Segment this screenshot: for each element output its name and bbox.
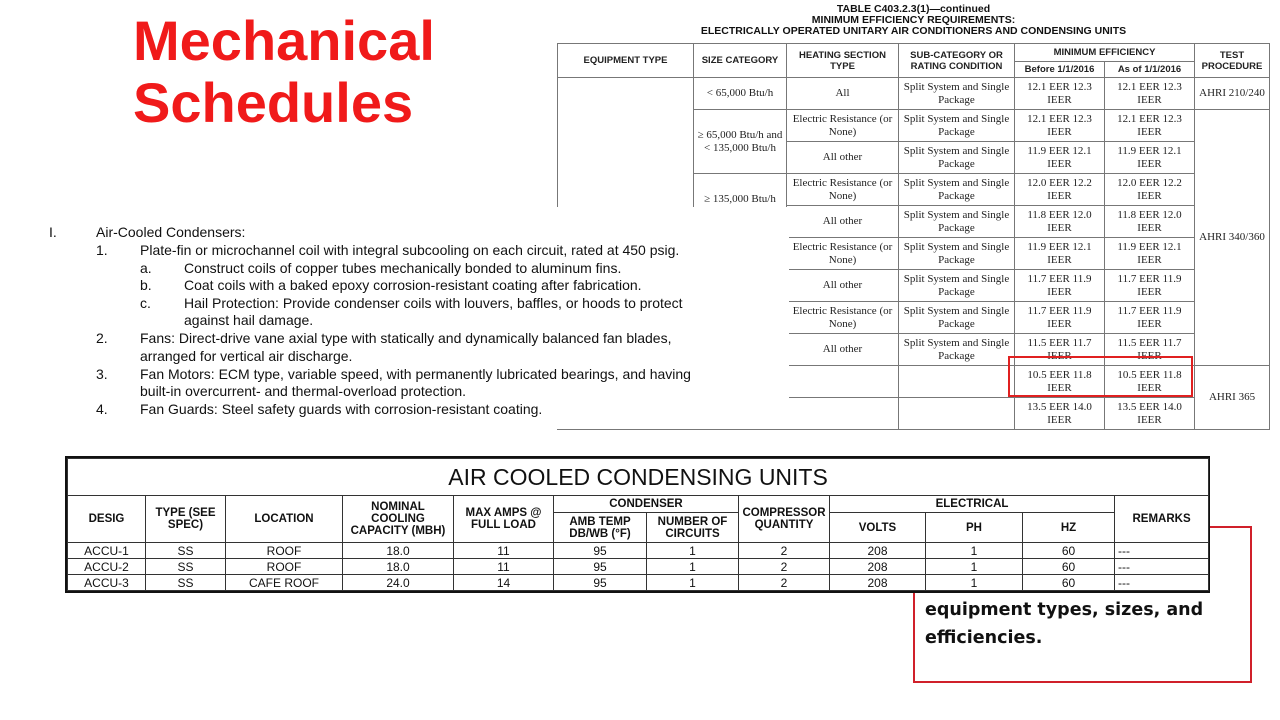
table-row [68, 575, 1209, 591]
sub-category-cell: Split System and Single Package [899, 110, 1015, 142]
hz-cell: 60 [1023, 575, 1115, 591]
header-sub-category: SUB-CATEGORY OR RATING CONDITION [899, 44, 1015, 78]
item-number: a. [140, 260, 152, 276]
header-remarks: REMARKS [1115, 496, 1209, 543]
heating-cell: All [787, 78, 899, 110]
item-number: 1. [96, 242, 108, 258]
amb-temp-cell: 95 [554, 559, 647, 575]
ph-cell: 1 [926, 543, 1023, 559]
before-cell: 11.7 EER 11.9 IEER [1015, 270, 1105, 302]
header-condenser: CONDENSER [554, 496, 739, 513]
heating-cell: All other [787, 334, 899, 366]
as-of-cell: 11.7 EER 11.9 IEER [1105, 270, 1195, 302]
caption-line: MINIMUM EFFICIENCY REQUIREMENTS: [811, 14, 1016, 26]
heating-cell: All other [787, 142, 899, 174]
sub-category-cell: Split System and Single Package [899, 270, 1015, 302]
as-of-cell: 11.9 EER 12.1 IEER [1105, 142, 1195, 174]
item-text: Coat coils with a baked epoxy corrosion-resistant coating after fabrication. [184, 277, 642, 293]
hz-cell: 60 [1023, 543, 1115, 559]
type-cell: SS [146, 575, 226, 591]
volts-cell: 208 [830, 575, 926, 591]
highlight-box [1008, 356, 1193, 397]
heating-cell: Electric Resistance (or None) [787, 110, 899, 142]
header-size-category: SIZE CATEGORY [694, 44, 787, 78]
heating-cell: All other [787, 206, 899, 238]
desig-cell: ACCU-1 [68, 543, 146, 559]
as-of-cell: 10.5 EER 11.8 IEER [1105, 366, 1195, 398]
header-ph: PH [926, 513, 1023, 543]
as-of-cell: 12.1 EER 12.3 IEER [1105, 110, 1195, 142]
item-text-continued: against hail damage. [184, 312, 314, 328]
item-text-continued: built-in overcurrent- and thermal-overload protection. [140, 383, 467, 399]
before-cell: 11.8 EER 12.0 IEER [1015, 206, 1105, 238]
location-cell: ROOF [226, 543, 343, 559]
amps-cell: 14 [454, 575, 554, 591]
amps-cell: 11 [454, 559, 554, 575]
procedure-cell: AHRI 340/360 [1195, 110, 1270, 366]
nominal-cell: 24.0 [343, 575, 454, 591]
sub-category-cell: Split System and Single Package [899, 302, 1015, 334]
sub-category-cell: Split System and Single Package [899, 174, 1015, 206]
circuits-cell: 1 [647, 575, 739, 591]
equipment-schedule [65, 456, 1210, 593]
item-number: 4. [96, 401, 108, 417]
before-cell: 12.0 EER 12.2 IEER [1015, 174, 1105, 206]
location-cell: CAFE ROOF [226, 575, 343, 591]
caption-line: ELECTRICALLY OPERATED UNITARY AIR CONDITIONERS AND CONDENSING UNITS [700, 25, 1127, 37]
header-heating-section: HEATING SECTION TYPE [787, 44, 899, 78]
efficiency-table-caption [557, 4, 1270, 37]
as-of-cell: 11.9 EER 12.1 IEER [1105, 238, 1195, 270]
header-before: Before 1/1/2016 [1015, 62, 1105, 78]
heating-cell: Electric Resistance (or None) [787, 238, 899, 270]
item-text: Fans: Direct-drive vane axial type with statically and dynamically balanced fan blades, [140, 330, 672, 346]
header-type: TYPE (SEE SPEC) [146, 496, 226, 543]
sub-category-cell: Split System and Single Package [899, 78, 1015, 110]
compressor-cell: 2 [739, 543, 830, 559]
size-cell: ≥ 135,000 Btu/h [694, 174, 787, 238]
table-row [68, 543, 1209, 559]
section-number: I. [49, 224, 57, 240]
procedure-cell: AHRI 210/240 [1195, 78, 1270, 110]
heating-cell [787, 366, 899, 398]
header-desig: DESIG [68, 496, 146, 543]
location-cell: ROOF [226, 559, 343, 575]
as-of-cell: 12.0 EER 12.2 IEER [1105, 174, 1195, 206]
as-of-cell: 11.7 EER 11.9 IEER [1105, 302, 1195, 334]
compressor-cell: 2 [739, 575, 830, 591]
remarks-cell: --- [1115, 543, 1209, 559]
item-text: Fan Motors: ECM type, variable speed, with permanently lubricated bearings, and having [140, 366, 691, 382]
callout-text: equipment types, sizes, and efficiencies. [925, 600, 1204, 648]
header-amb-temp: AMB TEMP DB/WB (°F) [554, 513, 647, 543]
desig-cell: ACCU-2 [68, 559, 146, 575]
before-cell: 11.9 EER 12.1 IEER [1015, 238, 1105, 270]
spec-excerpt [40, 207, 789, 429]
table-row [68, 559, 1209, 575]
size-cell: < 65,000 Btu/h [694, 78, 787, 110]
item-text: Hail Protection: Provide condenser coils with louvers, baffles, or hoods to protect [184, 295, 683, 311]
header-equipment-type: EQUIPMENT TYPE [558, 44, 694, 78]
before-cell: 13.5 EER 14.0 IEER [1015, 398, 1105, 430]
as-of-cell: 11.8 EER 12.0 IEER [1105, 206, 1195, 238]
before-cell: 11.5 EER 11.7 IEER [1015, 334, 1105, 366]
as-of-cell: 13.5 EER 14.0 IEER [1105, 398, 1195, 430]
header-compressor: COMPRESSOR QUANTITY [739, 496, 830, 543]
header-as-of: As of 1/1/2016 [1105, 62, 1195, 78]
header-electrical: ELECTRICAL [830, 496, 1115, 513]
header-nominal-capacity: NOMINAL COOLING CAPACITY (MBH) [343, 496, 454, 543]
before-cell: 11.9 EER 12.1 IEER [1015, 142, 1105, 174]
type-cell: SS [146, 559, 226, 575]
header-max-amps: MAX AMPS @ FULL LOAD [454, 496, 554, 543]
amps-cell: 11 [454, 543, 554, 559]
schedule-title: AIR COOLED CONDENSING UNITS [68, 459, 1209, 496]
header-volts: VOLTS [830, 513, 926, 543]
nominal-cell: 18.0 [343, 559, 454, 575]
heating-cell: Electric Resistance (or None) [787, 174, 899, 206]
sub-category-cell [899, 398, 1015, 430]
volts-cell: 208 [830, 559, 926, 575]
item-number: b. [140, 277, 152, 293]
ph-cell: 1 [926, 575, 1023, 591]
header-hz: HZ [1023, 513, 1115, 543]
header-location: LOCATION [226, 496, 343, 543]
before-cell: 11.7 EER 11.9 IEER [1015, 302, 1105, 334]
header-circuits: NUMBER OF CIRCUITS [647, 513, 739, 543]
schedule-table [67, 458, 1209, 591]
amb-temp-cell: 95 [554, 543, 647, 559]
item-text: Construct coils of copper tubes mechanically bonded to aluminum fins. [184, 260, 622, 276]
sub-category-cell: Split System and Single Package [899, 142, 1015, 174]
volts-cell: 208 [830, 543, 926, 559]
table-row [558, 78, 1270, 110]
sub-category-cell [899, 366, 1015, 398]
circuits-cell: 1 [647, 543, 739, 559]
slide-title: Mechanical Schedules [133, 9, 435, 134]
remarks-cell: --- [1115, 559, 1209, 575]
nominal-cell: 18.0 [343, 543, 454, 559]
caption-line: TABLE C403.2.3(1)—continued [836, 4, 991, 15]
sub-category-cell: Split System and Single Package [899, 334, 1015, 366]
amb-temp-cell: 95 [554, 575, 647, 591]
heating-cell: All other [787, 270, 899, 302]
item-text: Plate-fin or microchannel coil with integral subcooling on each circuit, rated at 450 psig. [140, 242, 680, 258]
remarks-cell: --- [1115, 575, 1209, 591]
heating-cell [787, 398, 899, 430]
sub-category-cell: Split System and Single Package [899, 206, 1015, 238]
hz-cell: 60 [1023, 559, 1115, 575]
heating-cell: Electric Resistance (or None) [787, 302, 899, 334]
item-number: c. [140, 295, 151, 311]
as-of-cell: 11.5 EER 11.7 IEER [1105, 334, 1195, 366]
compressor-cell: 2 [739, 559, 830, 575]
section-title: Air-Cooled Condensers: [96, 224, 246, 240]
header-test-procedure: TEST PROCEDURE [1195, 44, 1270, 78]
sub-category-cell: Split System and Single Package [899, 238, 1015, 270]
size-cell: ≥ 65,000 Btu/h and < 135,000 Btu/h [694, 110, 787, 174]
type-cell: SS [146, 543, 226, 559]
item-number: 2. [96, 330, 108, 346]
before-cell: 12.1 EER 12.3 IEER [1015, 78, 1105, 110]
circuits-cell: 1 [647, 559, 739, 575]
as-of-cell: 12.1 EER 12.3 IEER [1105, 78, 1195, 110]
item-text: Fan Guards: Steel safety guards with corrosion-resistant coating. [140, 401, 543, 417]
procedure-cell: AHRI 365 [1195, 366, 1270, 430]
ph-cell: 1 [926, 559, 1023, 575]
desig-cell: ACCU-3 [68, 575, 146, 591]
header-minimum-efficiency: MINIMUM EFFICIENCY [1015, 44, 1195, 62]
before-cell: 10.5 EER 11.8 IEER [1015, 366, 1105, 398]
item-number: 3. [96, 366, 108, 382]
before-cell: 12.1 EER 12.3 IEER [1015, 110, 1105, 142]
item-text-continued: arranged for vertical air discharge. [140, 348, 353, 364]
